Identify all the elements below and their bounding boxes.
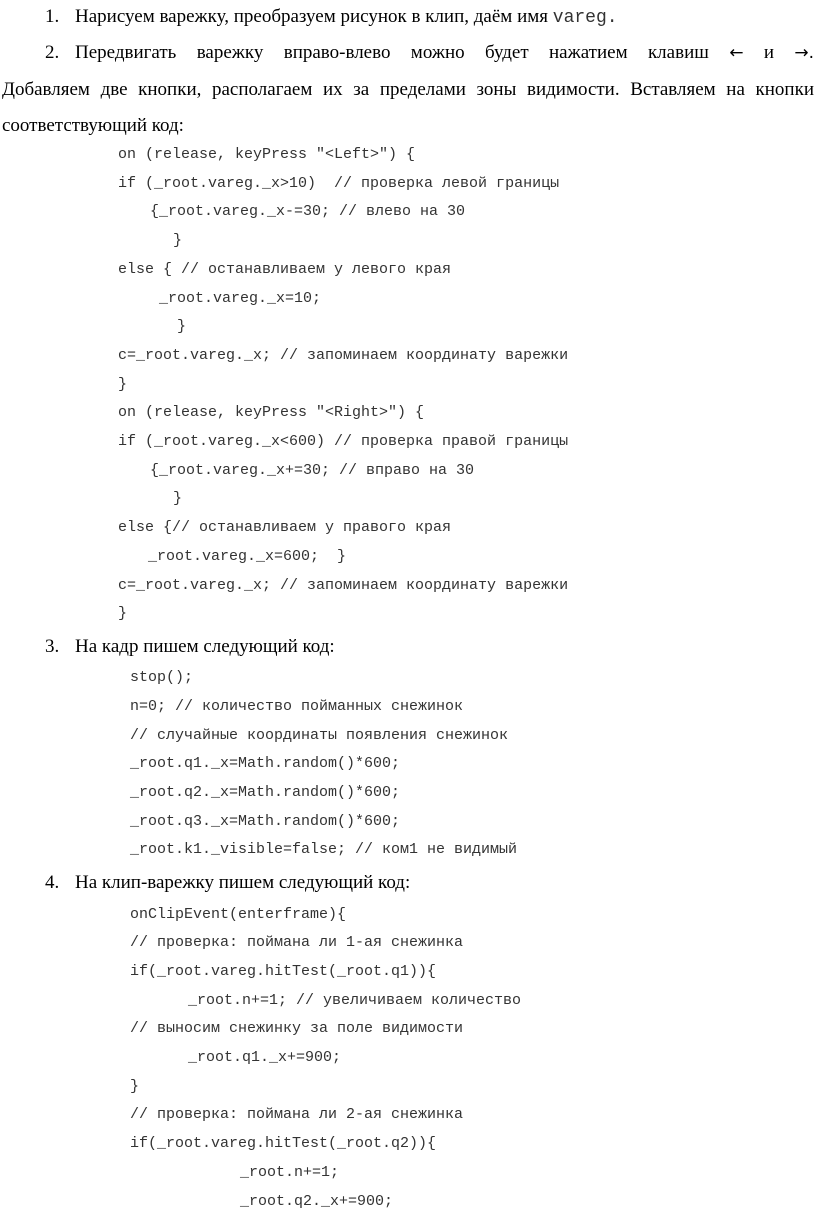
- item-2-line-3: соответствующий код:: [2, 115, 184, 136]
- code-line: on (release, keyPress "<Left>") {: [118, 146, 416, 163]
- code-line: }: [118, 605, 128, 622]
- list-number-4: 4.: [45, 872, 60, 893]
- code-line: }: [130, 1078, 140, 1095]
- item-4-text: На клип-варежку пишем следующий код:: [75, 872, 411, 893]
- code-line: _root.q1._x=Math.random()*600;: [130, 755, 401, 772]
- code-line: _root.n+=1;: [240, 1164, 340, 1181]
- code-line: // проверка: поймана ли 1-ая снежинка: [130, 934, 464, 951]
- code-line: {_root.vareg._x-=30; // влево на 30: [150, 203, 466, 220]
- code-line: _root.k1._visible=false; // ком1 не видимый: [130, 841, 518, 858]
- list-number-1: 1.: [45, 6, 60, 27]
- code-line: if(_root.vareg.hitTest(_root.q1)){: [130, 963, 437, 980]
- code-line: c=_root.vareg._x; // запоминаем координату варежки: [118, 347, 569, 364]
- arrow-left-icon: ←: [729, 43, 744, 63]
- code-line: _root.n+=1; // увеличиваем количество: [188, 992, 522, 1009]
- item-2-line-1-text: Передвигать варежку вправо-влево можно будет нажатием клавиш: [75, 42, 709, 63]
- code-line: _root.q2._x+=900;: [240, 1193, 394, 1210]
- code-line: else { // останавливаем у левого края: [118, 261, 452, 278]
- code-line: on (release, keyPress "<Right>") {: [118, 404, 425, 421]
- clip-name: vareg.: [552, 8, 618, 28]
- code-line: c=_root.vareg._x; // запоминаем координату варежки: [118, 577, 569, 594]
- code-line: _root.vareg._x=10;: [159, 290, 322, 307]
- code-line: if (_root.vareg._x>10) // проверка левой границы: [118, 175, 560, 192]
- code-line: }: [177, 318, 187, 335]
- code-line: onClipEvent(enterframe){: [130, 906, 347, 923]
- item-1-sentence: Нарисуем варежку, преобразуем рисунок в клип, даём имя: [75, 6, 553, 27]
- code-line: // случайные координаты появления снежинок: [130, 727, 509, 744]
- code-line: else {// останавливаем у правого края: [118, 519, 452, 536]
- item-2-line-2: Добавляем две кнопки, располагаем их за пределами зоны видимости. Вставляем на кнопки: [2, 79, 814, 100]
- code-line: stop();: [130, 669, 194, 686]
- code-line: n=0; // количество пойманных снежинок: [130, 698, 464, 715]
- item-3-text: На кадр пишем следующий код:: [75, 636, 335, 657]
- code-line: }: [173, 490, 183, 507]
- code-line: _root.q1._x+=900;: [188, 1049, 342, 1066]
- item-1-text: [75, 6, 618, 29]
- code-line: {_root.vareg._x+=30; // вправо на 30: [150, 462, 475, 479]
- code-line: // выносим снежинку за поле видимости: [130, 1020, 464, 1037]
- code-line: }: [173, 232, 183, 249]
- item-2-line-1: [75, 42, 814, 64]
- code-line: }: [118, 376, 128, 393]
- code-line: _root.q3._x=Math.random()*600;: [130, 813, 401, 830]
- list-number-3: 3.: [45, 636, 60, 657]
- code-line: if(_root.vareg.hitTest(_root.q2)){: [130, 1135, 437, 1152]
- code-line: _root.q2._x=Math.random()*600;: [130, 784, 401, 801]
- code-line: _root.vareg._x=600; }: [148, 548, 347, 565]
- code-line: // проверка: поймана ли 2-ая снежинка: [130, 1106, 464, 1123]
- arrow-right-icon: →.: [794, 43, 815, 63]
- item-2-conjunction: и: [763, 42, 775, 63]
- code-line: if (_root.vareg._x<600) // проверка правой границы: [118, 433, 569, 450]
- list-number-2: 2.: [45, 42, 60, 63]
